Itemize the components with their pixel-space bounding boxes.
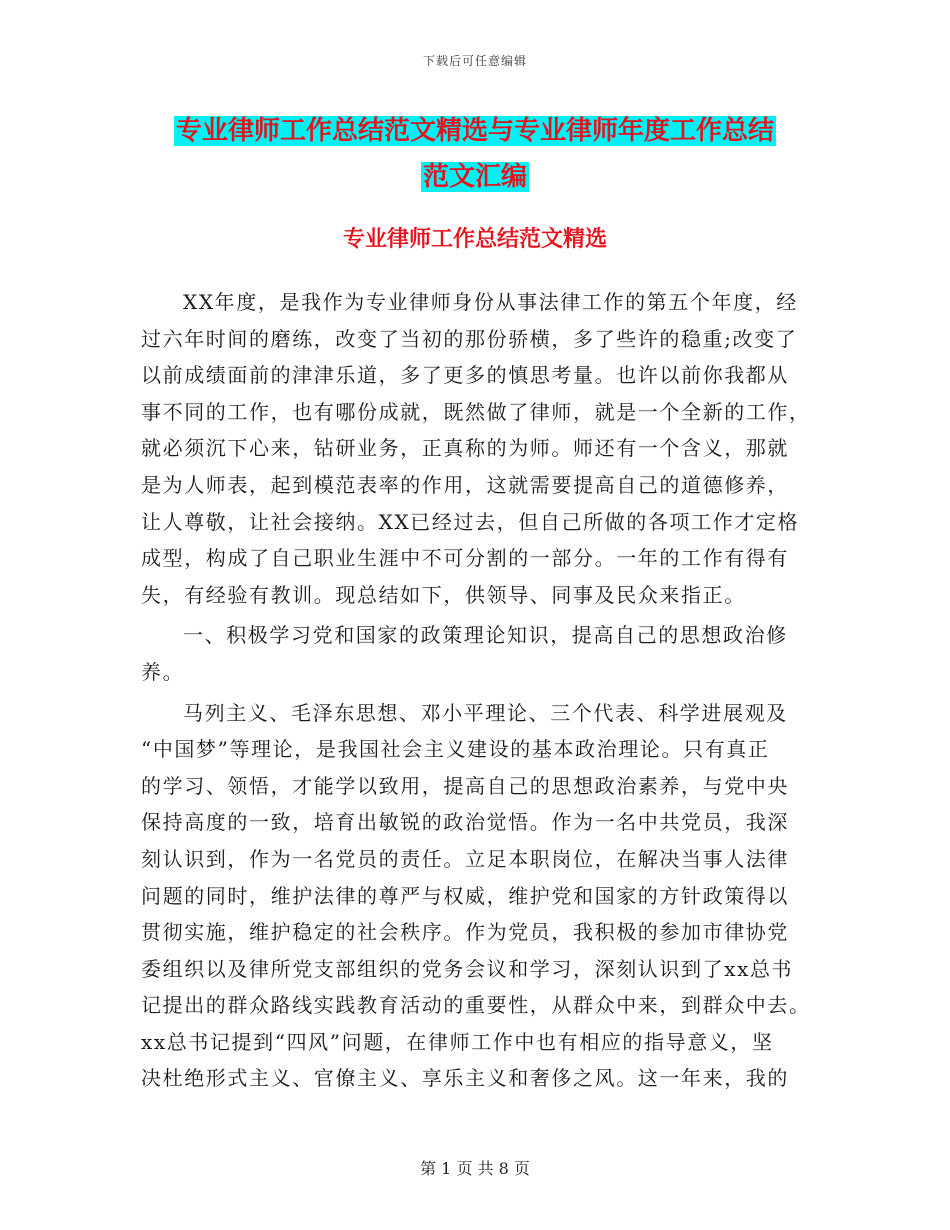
title-line-2: 范文汇编 [422,162,527,192]
paragraph-line: 养。 [141,659,185,684]
paragraph-line: 马列主义、毛泽东思想、邓小平理论、三个代表、科学进展观及 [183,700,788,725]
paragraph-line: 的学习、领悟，才能学以致用，提高自己的思想政治素养，与党中央 [141,773,789,798]
paragraph-line: 记提出的群众路线实践教育活动的重要性，从群众中来，到群众中去。 [141,993,811,1018]
paragraph-line: 成型，构成了自己职业生涯中不可分割的一部分。一年的工作有得有 [141,546,789,571]
paragraph-line: 问题的同时，维护法律的尊严与权威，维护党和国家的方针政策得以 [141,883,789,908]
paragraph-line: 决杜绝形式主义、官僚主义、享乐主义和奢侈之风。这一年来，我的 [141,1066,789,1091]
paragraph-line: 委组织以及律所党支部组织的党务会议和学习，深刻认识到了xx总书 [141,956,794,981]
section-title: 专业律师工作总结范文精选 [342,226,607,252]
paragraph-line: 过六年时间的磨练，改变了当初的那份骄横，多了些许的稳重;改变了 [141,326,798,351]
paragraph-line: 保持高度的一致，培育出敏锐的政治觉悟。作为一名中共党员，我深 [141,810,789,835]
header-note: 下载后可任意编辑 [422,54,527,68]
paragraph-line: “中国梦”等理论，是我国社会主义建设的基本政治理论。只有真正 [141,737,770,762]
paragraph-line: 贯彻实施，维护稳定的社会秩序。作为党员，我积极的参加市律协党 [141,920,789,945]
paragraph-line: 是为人师表，起到模范表率的作用，这就需要提高自己的道德修养， [141,472,789,497]
paragraph-line: 刻认识到，作为一名党员的责任。立足本职岗位，在解决当事人法律 [141,846,789,871]
paragraph-line: XX年度，是我作为专业律师身份从事法律工作的第五个年度，经 [183,290,798,314]
paragraph-line: 一、积极学习党和国家的政策理论知识，提高自己的思想政治修 [183,623,788,648]
page-footer: 第 1 页 共 8 页 [420,1159,530,1178]
paragraph-line: 以前成绩面前的津津乐道，多了更多的慎思考量。也许以前你我都从 [141,363,789,388]
paragraph-line: xx总书记提到“四风”问题，在律师工作中也有相应的指导意义，坚 [141,1029,774,1054]
paragraph-line: 事不同的工作，也有哪份成就，既然做了律师，就是一个全新的工作， [141,399,811,424]
paragraph-line: 失，有经验有教训。现总结如下，供领导、同事及民众来指正。 [141,582,746,607]
document-title [0,108,950,200]
title-line-1: 专业律师工作总结范文精选与专业律师年度工作总结 [175,116,774,146]
body-text [141,284,809,1097]
paragraph-line: 就必须沉下心来，钻研业务，正真称的为师。师还有一个含义，那就 [141,436,789,461]
paragraph-line: 让人尊敬，让社会接纳。XX已经过去，但自己所做的各项工作才定格 [141,509,800,534]
